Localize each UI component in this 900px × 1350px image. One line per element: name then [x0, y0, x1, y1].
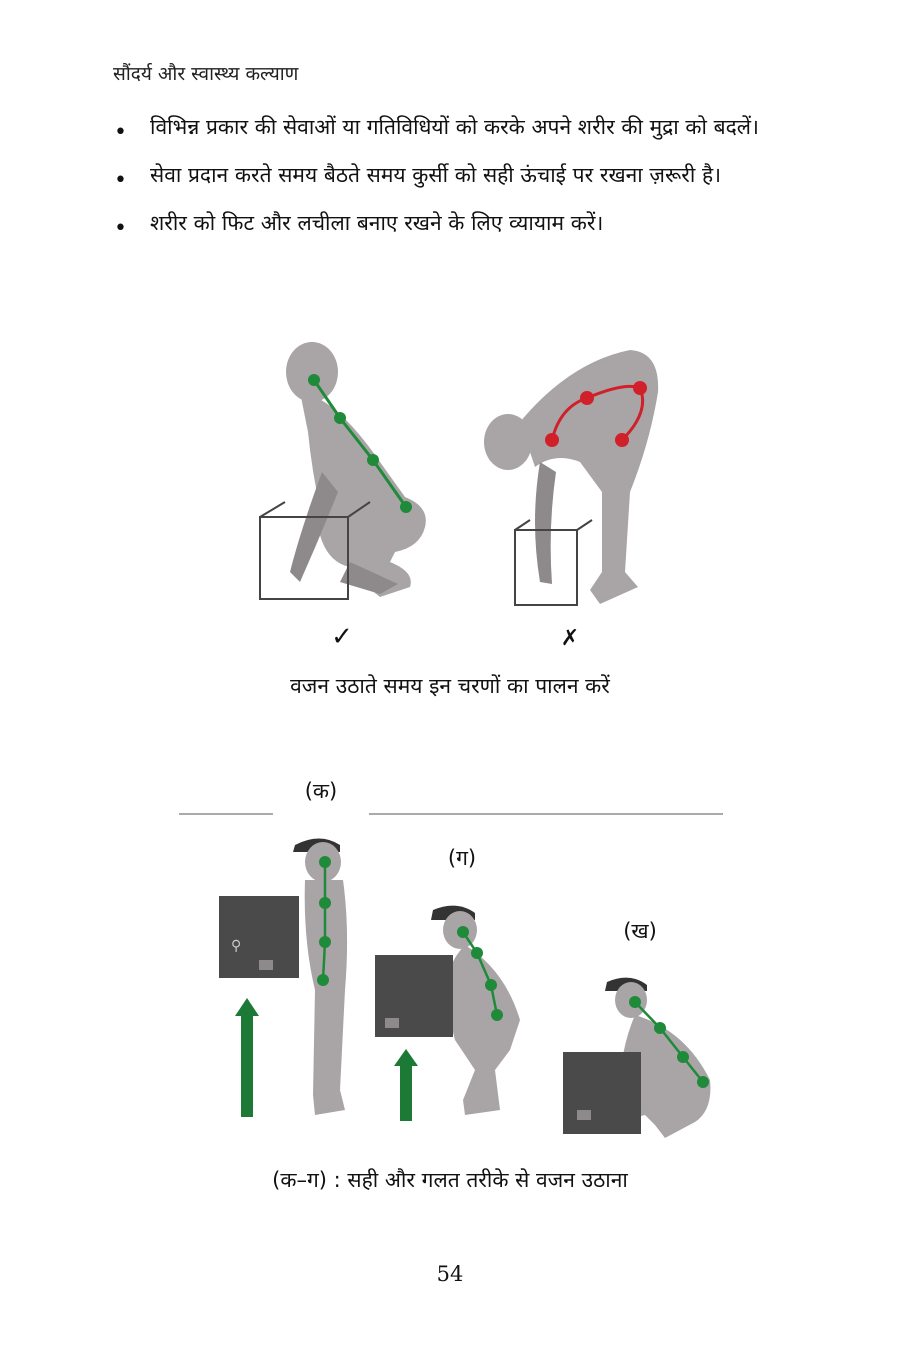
- correct-check-icon: ✓: [331, 622, 353, 652]
- box-icon: [563, 1052, 641, 1134]
- lifting-posture-illustration: [230, 322, 670, 662]
- up-arrow-icon: [400, 1063, 412, 1121]
- list-item: [108, 208, 798, 239]
- running-header: सौंदर्य और स्वास्थ्य कल्याण: [113, 63, 299, 85]
- bullet-icon: •: [114, 168, 127, 193]
- label-kha: (ख): [623, 919, 657, 943]
- list-item-text: शरीर को फिट और लचीला बनाए रखने के लिए व्यायाम करें।: [150, 211, 604, 235]
- figure2-caption: (क–ग) : सही और गलत तरीके से वजन उठाना: [272, 1168, 628, 1192]
- svg-text:⚲: ⚲: [231, 938, 242, 954]
- label-ka: (क): [304, 779, 338, 803]
- half-squat-person-figure: [375, 906, 520, 1121]
- list-item-text: सेवा प्रदान करते समय बैठते समय कुर्सी को सही ऊंचाई पर रखना ज़रूरी है।: [150, 163, 722, 187]
- full-squat-person-figure: [563, 978, 710, 1138]
- figure1-caption: वजन उठाते समय इन चरणों का पालन करें: [290, 674, 610, 698]
- up-arrow-icon: [241, 1012, 253, 1117]
- bullet-icon: •: [114, 120, 127, 145]
- lifting-stages-illustration: [175, 770, 735, 1150]
- tips-list: [108, 112, 798, 256]
- list-item-text: विभिन्न प्रकार की सेवाओं या गतिविधियों को करके अपने शरीर की मुद्रा को बदलें।: [150, 115, 760, 139]
- label-ga: (ग): [447, 846, 477, 870]
- list-item: [108, 112, 798, 143]
- bullet-icon: •: [114, 216, 127, 241]
- page-number: 54: [436, 1262, 464, 1286]
- standing-person-figure: [219, 839, 347, 1118]
- list-item: [108, 160, 798, 191]
- wrong-cross-icon: ✗: [560, 626, 580, 651]
